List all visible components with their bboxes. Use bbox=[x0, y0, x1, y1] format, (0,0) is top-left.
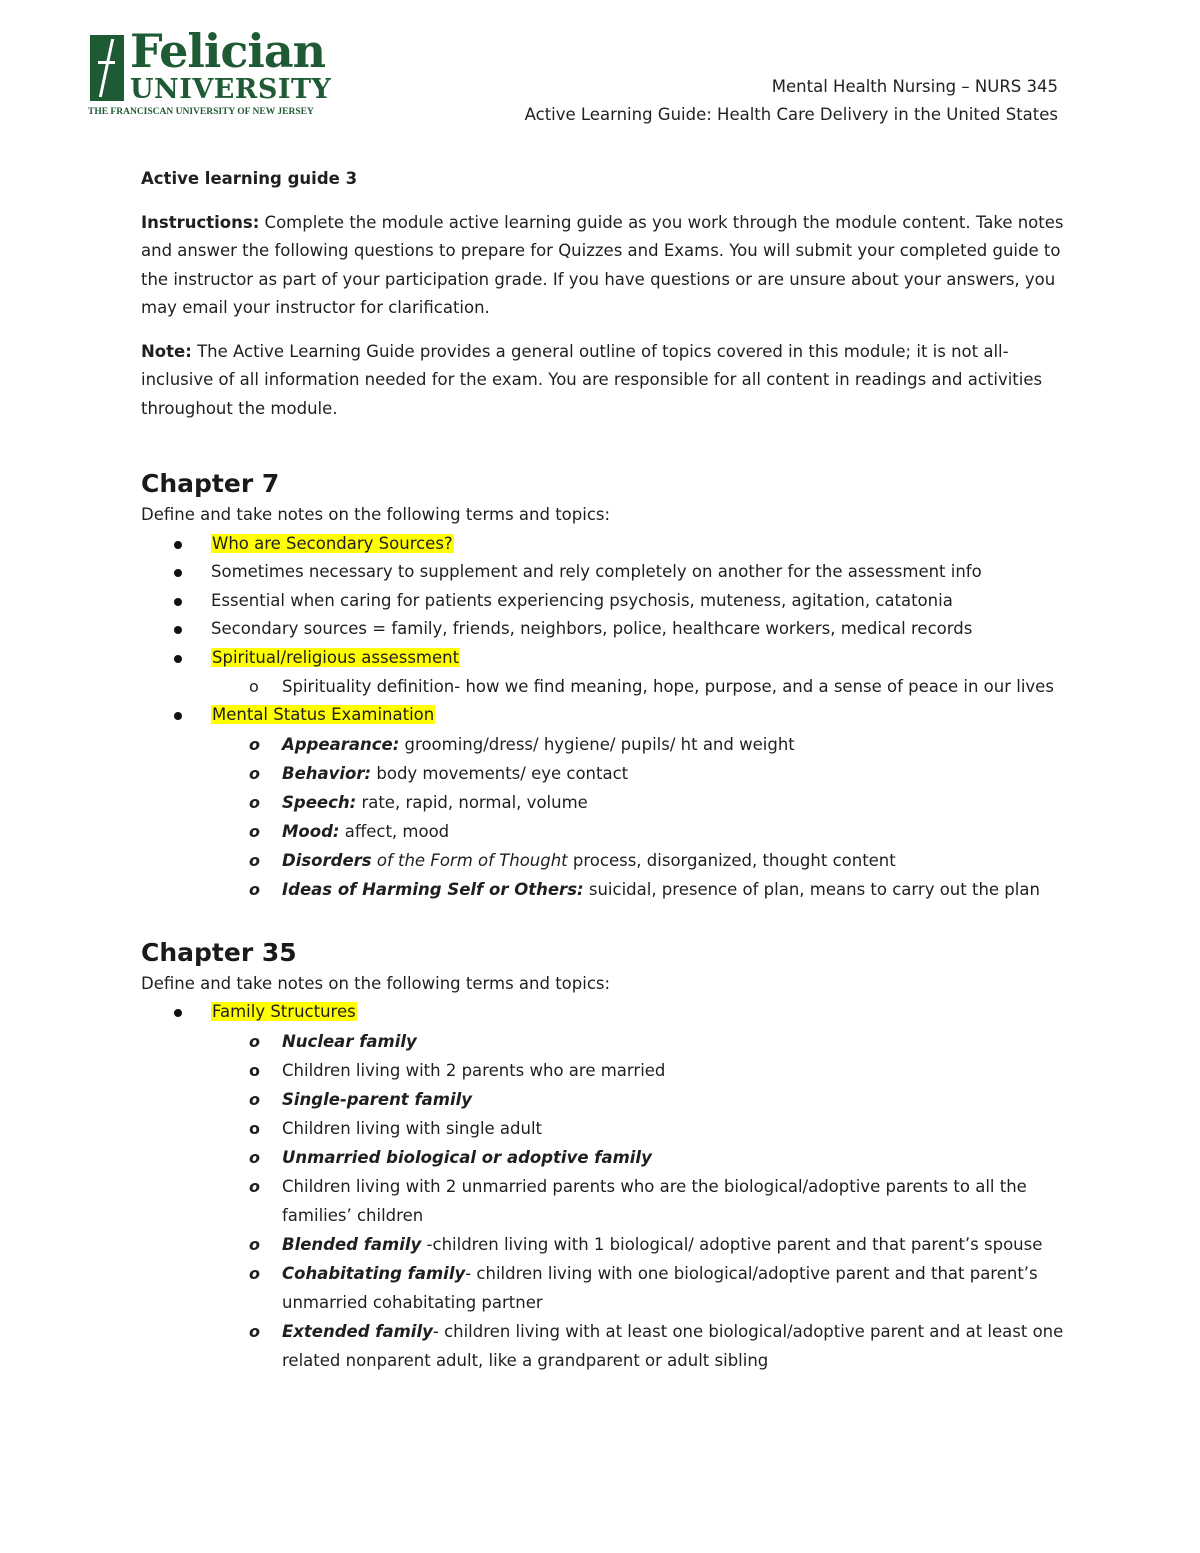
logo-name: Felician bbox=[130, 24, 326, 78]
chapter-7-subtitle: Define and take notes on the following terms and topics: bbox=[141, 505, 611, 524]
sub-list-item bbox=[141, 1085, 1071, 1114]
bullet-icon bbox=[174, 626, 182, 634]
mse-text: grooming/dress/ hygiene/ pupils/ ht and weight bbox=[399, 734, 795, 754]
instructions-label: Instructions: bbox=[141, 212, 260, 232]
bullet-icon bbox=[174, 1009, 182, 1017]
list-item bbox=[141, 530, 1071, 559]
circle-bullet-icon: o bbox=[249, 1118, 260, 1138]
chapter-35-subtitle: Define and take notes on the following terms and topics: bbox=[141, 973, 611, 993]
chapter-35-list bbox=[141, 998, 1071, 1375]
circle-bullet-icon: o bbox=[249, 677, 259, 696]
list-item bbox=[141, 615, 1071, 644]
logo-tagline: THE FRANCISCAN UNIVERSITY OF NEW JERSEY bbox=[88, 107, 314, 117]
sub-list-item bbox=[141, 1143, 1071, 1172]
family-type-text: -children living with 1 biological/ adoptive parent and that parent’s spouse bbox=[421, 1234, 1043, 1254]
bullet-icon bbox=[174, 569, 182, 577]
mse-label: Behavior: bbox=[282, 763, 372, 783]
note-paragraph bbox=[141, 338, 1071, 424]
highlighted-topic: Who are Secondary Sources? bbox=[212, 533, 453, 553]
mse-text: rate, rapid, normal, volume bbox=[356, 792, 588, 812]
list-item-text: Sometimes necessary to supplement and rely completely on another for the assessment info bbox=[211, 562, 982, 581]
felician-university-logo bbox=[88, 24, 338, 120]
bullet-icon bbox=[174, 712, 182, 720]
circle-bullet-icon: o bbox=[249, 850, 260, 870]
page-header bbox=[525, 73, 1058, 129]
list-item bbox=[141, 644, 1071, 673]
guide-title: Active Learning Guide: Health Care Delivery in the United States bbox=[524, 105, 1058, 124]
family-type-label: Extended family bbox=[282, 1321, 433, 1341]
highlighted-topic: Family Structures bbox=[212, 1002, 356, 1021]
chapter-35-heading: Chapter 35 bbox=[141, 937, 297, 967]
mse-label-italic: of the Form of Thought bbox=[371, 850, 568, 870]
family-type-label: Single-parent family bbox=[282, 1089, 473, 1109]
list-item bbox=[141, 998, 1071, 1027]
family-type-text: Children living with 2 parents who are married bbox=[282, 1060, 666, 1080]
logo-university: UNIVERSITY bbox=[130, 74, 332, 105]
mse-text: body movements/ eye contact bbox=[371, 763, 629, 783]
family-type-label: Blended family bbox=[282, 1234, 422, 1254]
sub-list-item bbox=[141, 1259, 1071, 1317]
sub-list-item bbox=[141, 672, 1071, 701]
bullet-icon bbox=[174, 655, 182, 663]
sub-list-item bbox=[141, 788, 1071, 817]
list-item-text: Secondary sources = family, friends, neighbors, police, healthcare workers, medical records bbox=[211, 619, 973, 638]
circle-bullet-icon: o bbox=[249, 1234, 260, 1254]
sub-list-item bbox=[141, 1172, 1071, 1230]
circle-bullet-icon: o bbox=[249, 1263, 260, 1283]
guide-title-heading: Active learning guide 3 bbox=[141, 169, 358, 188]
sub-list-item bbox=[141, 730, 1071, 759]
instructions-text: Complete the module active learning guide as you work through the module content. Take notes and answer the following questions to prepare for Quizzes and Exams. You will submit your completed guide to the instructor as part of your participation grade. If you have questions or are unsure about your answers, you may email your instructor for clarification. bbox=[141, 212, 1064, 317]
cross-icon bbox=[90, 35, 124, 101]
family-type-label: Nuclear family bbox=[282, 1031, 417, 1051]
family-type-label: Cohabitating family bbox=[282, 1263, 466, 1283]
mse-label: Appearance: bbox=[282, 734, 400, 754]
bullet-icon bbox=[174, 541, 182, 549]
list-item-text: Essential when caring for patients experiencing psychosis, muteness, agitation, catatonia bbox=[211, 590, 953, 610]
sub-list-item bbox=[141, 817, 1071, 846]
sub-list-item-text: Spirituality definition- how we find meaning, hope, purpose, and a sense of peace in our lives bbox=[282, 677, 1054, 696]
mse-text: affect, mood bbox=[339, 821, 450, 841]
sub-list-item bbox=[141, 1230, 1071, 1259]
note-label: Note: bbox=[141, 341, 192, 361]
list-item bbox=[141, 701, 1071, 730]
circle-bullet-icon: o bbox=[249, 792, 260, 812]
family-type-text: - children living with at least one biological/adoptive parent and at least one related nonparent adult, like a grandparent or adult sibling bbox=[282, 1321, 1064, 1370]
list-item bbox=[141, 558, 1071, 587]
mse-text: process, disorganized, thought content bbox=[567, 850, 896, 870]
family-type-text: Children living with 2 unmarried parents who are the biological/adoptive parents to all the families’ children bbox=[282, 1176, 1027, 1225]
mse-label: Speech: bbox=[282, 792, 357, 812]
circle-bullet-icon: o bbox=[249, 1089, 260, 1109]
bullet-icon bbox=[174, 598, 182, 606]
highlighted-topic: Spiritual/religious assessment bbox=[212, 647, 460, 667]
list-item bbox=[141, 587, 1071, 616]
circle-bullet-icon: o bbox=[249, 879, 260, 899]
sub-list-item bbox=[141, 846, 1071, 875]
sub-list-item bbox=[141, 1114, 1071, 1143]
circle-bullet-icon: o bbox=[249, 1176, 260, 1196]
chapter-7-heading: Chapter 7 bbox=[141, 469, 280, 498]
family-type-label: Unmarried biological or adoptive family bbox=[282, 1147, 652, 1167]
mse-label: Disorders bbox=[282, 850, 372, 870]
family-type-text: - children living with one biological/adoptive parent and that parent’s unmarried cohabitating partner bbox=[282, 1263, 1038, 1312]
circle-bullet-icon: o bbox=[249, 821, 260, 841]
circle-bullet-icon: o bbox=[249, 1060, 260, 1080]
highlighted-topic: Mental Status Examination bbox=[212, 705, 435, 724]
instructions-paragraph bbox=[141, 209, 1071, 323]
sub-list-item bbox=[141, 1027, 1071, 1056]
sub-list-item bbox=[141, 875, 1071, 904]
sub-list-item bbox=[141, 759, 1071, 788]
circle-bullet-icon: o bbox=[249, 1321, 260, 1341]
family-type-text: Children living with single adult bbox=[282, 1118, 543, 1138]
document-body bbox=[141, 165, 1071, 1375]
circle-bullet-icon: o bbox=[249, 1031, 260, 1051]
mse-text: suicidal, presence of plan, means to carry out the plan bbox=[583, 879, 1040, 899]
mse-label: Mood: bbox=[282, 821, 340, 841]
course-title: Mental Health Nursing – NURS 345 bbox=[771, 77, 1058, 96]
sub-list-item bbox=[141, 1056, 1071, 1085]
circle-bullet-icon: o bbox=[249, 1147, 260, 1167]
note-text: The Active Learning Guide provides a general outline of topics covered in this module; it is not all-inclusive of all information needed for the exam. You are responsible for all content in readings and activities throughout the module. bbox=[141, 341, 1043, 418]
circle-bullet-icon: o bbox=[249, 734, 260, 754]
circle-bullet-icon: o bbox=[249, 763, 260, 783]
mse-label: Ideas of Harming Self or Others: bbox=[282, 879, 584, 899]
sub-list-item bbox=[141, 1317, 1071, 1375]
chapter-7-list bbox=[141, 530, 1071, 904]
